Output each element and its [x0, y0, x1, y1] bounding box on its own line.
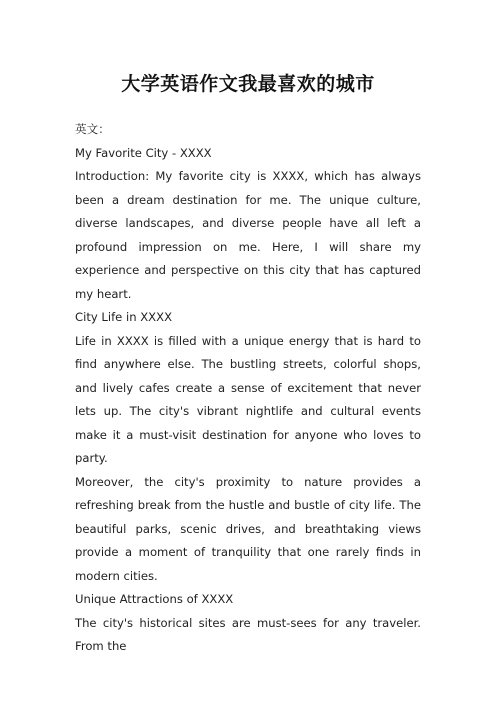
paragraph-introduction: Introduction: My favorite city is XXXX, which has always been a dream destination for me. The unique culture, diverse landscapes, and diverse people have all left a profound impression on me. Here, I will share my experience and perspective on this city that has captured my heart.	[75, 169, 421, 301]
document-body	[75, 118, 421, 659]
paragraph-city-life: Life in XXXX is filled with a unique energy that is hard to find anywhere else. The bustling streets, colorful shops, and lively cafes create a sense of excitement that never lets up. The city's vibrant nightlife and cultural events make it a must-visit destination for anyone who loves to party.	[75, 333, 421, 465]
section-heading-attractions: Unique Attractions of XXXX	[75, 592, 234, 606]
language-label: 英文：	[75, 122, 110, 136]
paragraph-attractions: The city's historical sites are must-sees for any traveler. From the	[75, 615, 421, 653]
document-title: 大学英语作文我最喜欢的城市	[121, 73, 375, 95]
paragraph-nature: Moreover, the city's proximity to nature provides a refreshing break from the hustle and bustle of city life. The beautiful parks, scenic drives, and breathtaking views provide a moment of tranquility that one rarely finds in modern cities.	[75, 474, 421, 583]
essay-heading: My Favorite City - XXXX	[75, 145, 212, 160]
section-heading-city-life: City Life in XXXX	[75, 310, 173, 324]
